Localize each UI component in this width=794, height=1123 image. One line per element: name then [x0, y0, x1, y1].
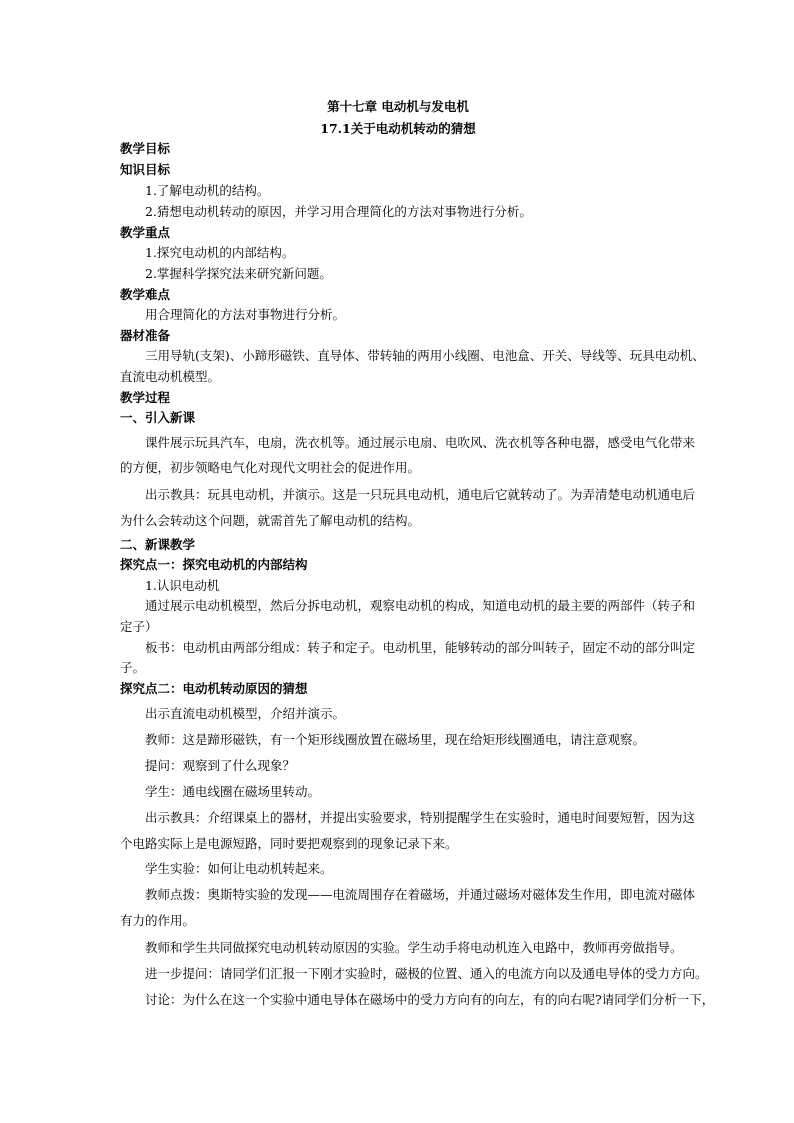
paragraph-line: 的方便，初步领略电气化对现代文明社会的促进作用。: [120, 460, 421, 475]
paragraph-line: 有力的作用。: [120, 913, 196, 928]
paragraph-line: 为什么会转动这个问题，就需首先了解电动机的结构。: [120, 513, 421, 528]
paragraph-line: 教师和学生共同做探究电动机转动原因的实验。学生动手将电动机连入电路中，教师再旁做指导。: [145, 940, 683, 955]
paragraph-line: 提问：观察到了什么现象？: [145, 758, 296, 773]
paragraph-line: 个电路实际上是电源短路，同时要把观察到的现象记录下来。: [120, 836, 458, 851]
paragraph-line: 讨论：为什么在这一个实验中通电导体在磁场中的受力方向有的向左，有的向右呢?请同学们分析一下，: [145, 992, 715, 1007]
heading-knowledge-goals: 知识目标: [120, 162, 171, 177]
knowledge-goal-2: 2.猜想电动机转动的原因，并学习用合理简化的方法对事物进行分析。: [145, 204, 532, 219]
difficulty-1: 用合理简化的方法对事物进行分析。: [145, 307, 346, 322]
heading-part-2: 二、新课教学: [120, 537, 196, 552]
paragraph-line: 教师点拨：奥斯特实验的发现——电流周围存在着磁场，并通过磁场对磁体发生作用，即电流对磁体: [145, 887, 696, 902]
key-point-1: 1.探究电动机的内部结构。: [145, 245, 295, 260]
equipment-line-2: 直流电动机模型。: [120, 369, 221, 384]
equipment-line-1: 三用导轨(支架)、小蹄形磁铁、直导体、带转轴的两用小线圈、电池盒、开关、导线等、玩具电动机、: [145, 348, 705, 363]
paragraph-line: 学生实验：如何让电动机转起来。: [145, 861, 333, 876]
paragraph-line: 通过展示电动机模型，然后分拆电动机，观察电动机的构成，知道电动机的最主要的两部件（转子和: [145, 598, 696, 613]
paragraph-line: 出示直流电动机模型，介绍并演示。: [145, 706, 346, 721]
heading-explore-2: 探究点二：电动机转动原因的猜想: [120, 681, 308, 696]
paragraph-line: 出示教具：介绍课桌上的器材，并提出实验要求，特别提醒学生在实验时，通电时间要短暂，因为这: [145, 810, 696, 825]
paragraph-line: 子。: [120, 660, 146, 675]
chapter-title: 第十七章 电动机与发电机: [327, 99, 469, 114]
heading-difficulty: 教学难点: [120, 287, 171, 302]
heading-explore-1: 探究点一：探究电动机的内部结构: [120, 557, 308, 572]
key-point-2: 2.掌握科学探究法来研究新问题。: [145, 266, 332, 281]
paragraph-line: 课件展示玩具汽车，电扇，洗衣机等。通过展示电扇、电吹风、洗衣机等各种电器，感受电气化带来: [145, 435, 696, 450]
paragraph-line: 学生：通电线圈在磁场里转动。: [145, 784, 321, 799]
paragraph-line: 进一步提问：请同学们汇报一下刚才实验时，磁极的位置、通入的电流方向以及通电导体的受力方向。: [145, 966, 708, 981]
paragraph-line: 出示教具：玩具电动机，并演示。这是一只玩具电动机，通电后它就转动了。为弄清楚电动机通电后: [145, 487, 696, 502]
heading-equipment: 器材准备: [120, 328, 171, 343]
paragraph-line: 板书：电动机由两部分组成：转子和定子。电动机里，能够转动的部分叫转子，固定不动的部分叫定: [145, 640, 696, 655]
heading-process: 教学过程: [120, 390, 171, 405]
paragraph-line: 定子）: [120, 619, 158, 634]
section-title: 17.1关于电动机转动的猜想: [320, 121, 476, 136]
heading-key-points: 教学重点: [120, 225, 171, 240]
paragraph-line: 教师：这是蹄形磁铁，有一个矩形线圈放置在磁场里，现在给矩形线圈通电，请注意观察。: [145, 732, 646, 747]
heading-teaching-goals: 教学目标: [120, 141, 171, 156]
knowledge-goal-1: 1.了解电动机的结构。: [145, 183, 270, 198]
paragraph-line: 1.认识电动机: [145, 578, 220, 593]
heading-part-1: 一、引入新课: [120, 410, 196, 425]
